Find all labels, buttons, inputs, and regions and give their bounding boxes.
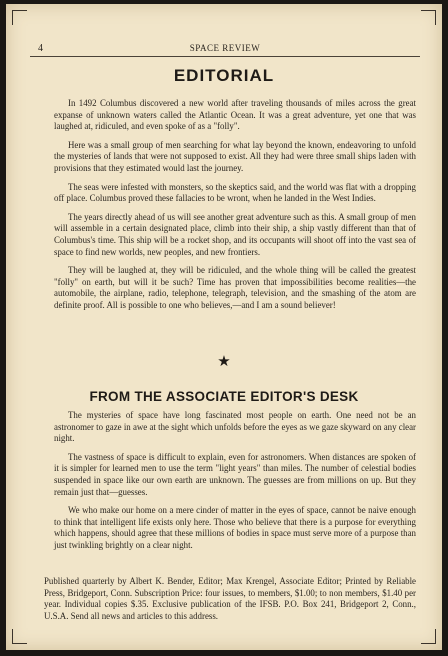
- associate-editor-body: [54, 410, 416, 559]
- page-number: 4: [38, 43, 44, 54]
- crop-mark-top-right: [421, 10, 436, 25]
- magazine-page: [6, 4, 442, 650]
- crop-mark-bottom-left: [12, 629, 27, 644]
- associate-paragraph: We who make our home on a mere cinder of matter in the eyes of space, cannot be naive enough to think that intelligent life exists only here. Those who believe that there is a purpose for everything which happens, should agree that these millions of bodies in space must serve more of a purpose than just twinkling brightly on a clear night.: [54, 505, 416, 550]
- editorial-paragraph: The seas were infested with monsters, so the skeptics said, and the world was flat with a dropping off place. Columbus proved these fallacies to be wront, when he landed in the West Indies.: [54, 181, 416, 204]
- editorial-paragraph: In 1492 Columbus discovered a new world after traveling thousands of miles across the great expanse of unknown waters called the Atlantic Ocean. It was a great adventure, yet one that was laughed at, ridiculed, and even spoke of as a "folly".: [54, 98, 416, 132]
- editorial-paragraph: They will be laughed at, they will be ridiculed, and the whole thing will be called the greatest "folly" on earth, but will it be such? Time has proven that impossibilities become realities—the automobile, the airplane, radio, telephone, telegraph, television, and the smashing of the atom are definite proof. All is possible to one who believes,—and I am a sound believer!: [54, 265, 416, 310]
- publication-title: SPACE REVIEW: [189, 43, 261, 53]
- crop-mark-bottom-right: [421, 629, 436, 644]
- editorial-paragraph: Here was a small group of men searching for what lay beyond the known, endeavoring to unfold the mysteries of lands that were not supposed to exist. All they had were three small ships laden with provisions that they estimated would last the journey.: [54, 139, 416, 173]
- associate-editor-heading: FROM THE ASSOCIATE EDITOR'S DESK: [89, 389, 359, 404]
- text-fade: [46, 564, 422, 574]
- editorial-body: [54, 98, 416, 319]
- running-header: [30, 42, 420, 57]
- editorial-heading: EDITORIAL: [173, 66, 275, 85]
- editorial-paragraph: The years directly ahead of us will see another great adventure such as this. A small group of men will assemble in a certain designated place, climb into their ship, a ship vastly different than that of Columbus's time. This ship will be a rocket shop, and its occupants will shoot off into the vast sea of space to find new worlds, new peoples, and new frontiers.: [54, 211, 416, 257]
- crop-mark-top-left: [12, 10, 27, 25]
- associate-paragraph: The mysteries of space have long fascinated most people on earth. One need not be an astronomer to gaze in awe at the sight which unfolds before the eyes as we gaze skyward on any clear night.: [54, 410, 416, 444]
- star-divider-icon: ★: [217, 354, 231, 370]
- publication-footer: Published quarterly by Albert K. Bender, Editor; Max Krengel, Associate Editor; Printed by Reliable Press, Bridgeport, Conn. Subscription Price: four issues, to members, $1.00; to non members, $1.40 per year. Individual copies $.35. Exclusive publication of the IFSB. P.O. Box 241, Bridgeport 2, Conn., U.S.A. Send all news and articles to this address.: [44, 576, 416, 621]
- associate-paragraph: The vastness of space is difficult to explain, even for astronomers. When distances are spoken of it is simpler for learned men to use the term "light years" than miles. The number of celestial bodies suspended in space like our own earth are unknown. The guesses are from millions on up. But they remain just that—guesses.: [54, 451, 416, 497]
